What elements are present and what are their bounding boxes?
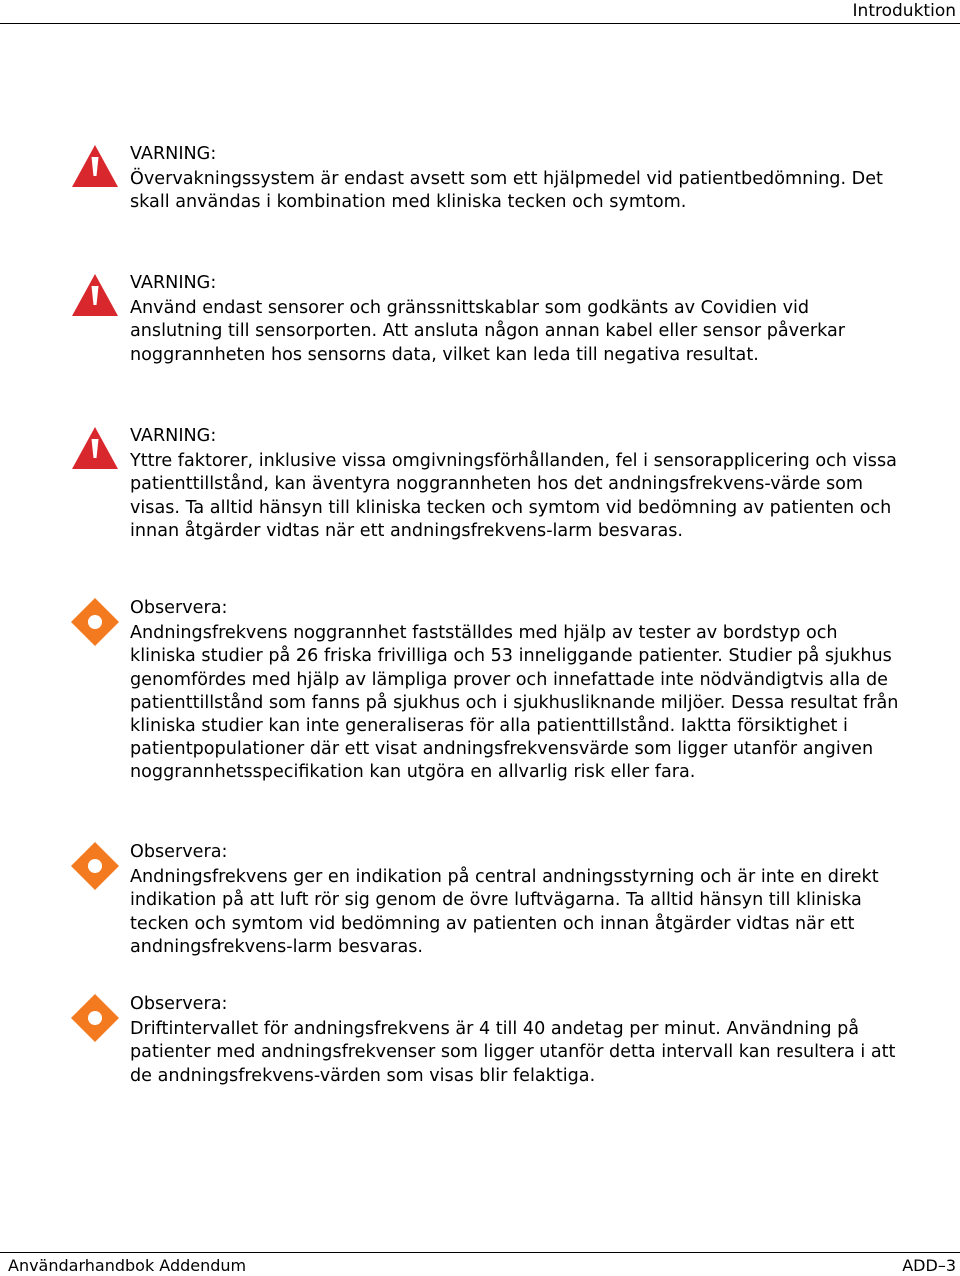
notice-body: Övervakningssystem är endast avsett som ett hjälpmedel vid patientbedömning. Det skall användas i kombination med kliniska tecken och symtom. (130, 169, 883, 213)
warning-triangle-icon (70, 272, 120, 318)
header-rule (0, 23, 960, 24)
notice-label: VARNING: (130, 144, 217, 164)
notice-label: Observera: (130, 842, 228, 862)
footer-document-title: Användarhandbok Addendum (8, 1256, 247, 1275)
warning-notice (70, 272, 900, 367)
notice-body: Använd endast sensorer och gränssnittskablar som godkänts av Covidien vid anslutning till sensorporten. Att ansluta någon annan kabel eller sensor påverkar noggrannheten hos sensorns data, vilket kan leda till negativa resultat. (130, 298, 846, 365)
running-header: Introduktion (852, 1, 956, 21)
caution-notice (70, 597, 900, 785)
warning-notice (70, 425, 900, 543)
caution-diamond-icon (70, 841, 120, 891)
notice-label: Observera: (130, 598, 228, 618)
notice-body: Driftintervallet för andningsfrekvens är 4 till 40 andetag per minut. Användning på patienter med andningsfrekvenser som ligger utanför detta intervall kan resultera i att de andningsfrekvens-värden som visas blir felaktiga. (130, 1019, 896, 1086)
notice-body: Yttre faktorer, inklusive vissa omgivningsförhållanden, fel i sensorapplicering och vissa patienttillstånd, kan äventyra noggrannheten hos det andningsfrekvens-värde som visas. Ta alltid hänsyn till kliniska tecken och symtom vid bedömning av patienten och innan åtgärder vidtas när ett andningsfrekvens-larm besvaras. (130, 451, 897, 541)
warning-triangle-icon (70, 425, 120, 471)
notice-label: VARNING: (130, 273, 217, 293)
notice-label: Observera: (130, 994, 228, 1014)
warning-notice (70, 143, 900, 215)
caution-diamond-icon (70, 597, 120, 647)
caution-diamond-icon (70, 993, 120, 1043)
caution-notice (70, 993, 900, 1088)
notice-label: VARNING: (130, 426, 217, 446)
warning-triangle-icon (70, 143, 120, 189)
notice-body: Andningsfrekvens ger en indikation på central andningsstyrning och är inte en direkt indikation på att luft rör sig genom de övre luftvägarna. Ta alltid hänsyn till kliniska tecken och symtom vid bedömning av patienten och innan åtgärder vidtas när ett andningsfrekvens-larm besvaras. (130, 867, 879, 957)
notice-body: Andningsfrekvens noggrannhet fastställdes med hjälp av tester av bordstyp och kliniska studier på 26 friska frivilliga och 53 inneliggande patienter. Studier på sjukhus genomfördes med hjälp av lämpliga prover och innefattade inte nödvändigtvis alla de patienttillstånd som fanns på sjukhus och i sjukhusliknande miljöer. Dessa resultat från kliniska studier kan inte generaliseras för alla patienttillstånd. Iaktta försiktighet i patientpopulationer där ett visat andningsfrekvensvärde som ligger utanför angiven noggrannhetsspecifikation kan utgöra en allvarlig risk eller fara. (130, 623, 899, 783)
footer-rule (0, 1252, 960, 1253)
footer-page-number: ADD–3 (902, 1256, 956, 1275)
caution-notice (70, 841, 900, 959)
